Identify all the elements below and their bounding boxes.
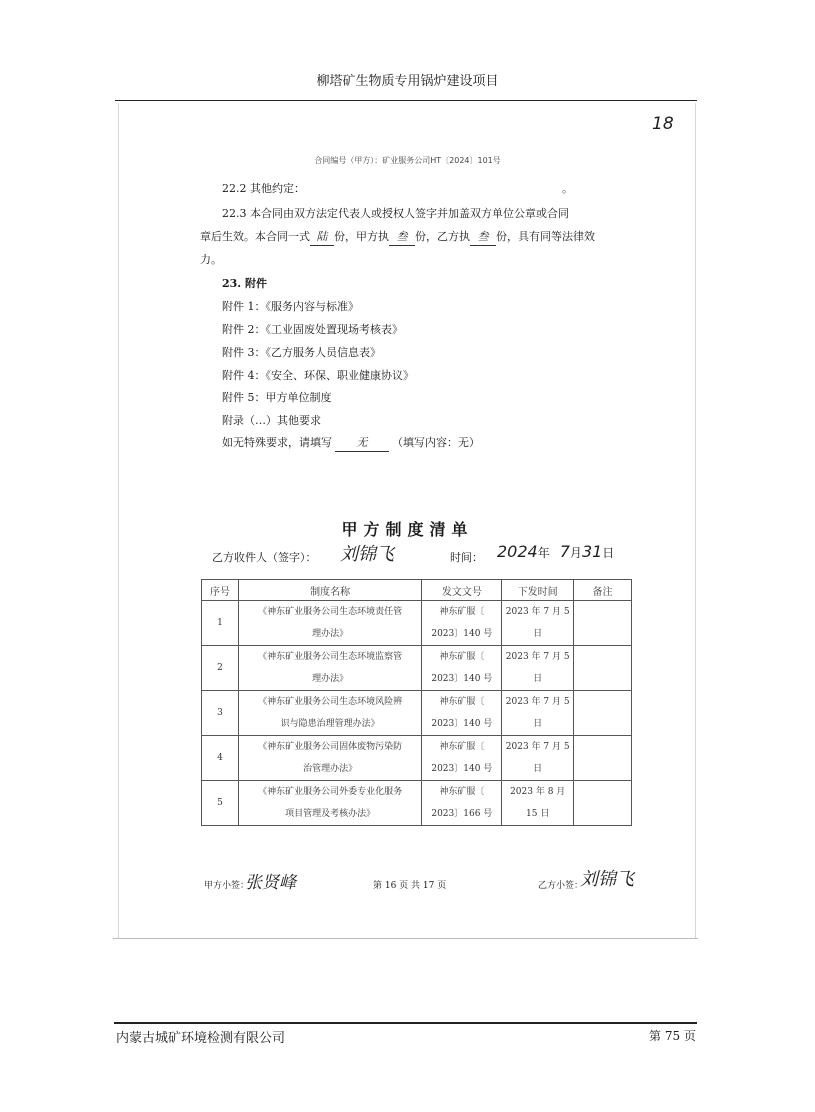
remarks	[574, 601, 632, 646]
special-text-a: 如无特殊要求，请填写	[222, 436, 332, 449]
date-line: 日	[533, 719, 543, 729]
date-line: 2023 年 7 月 5	[505, 607, 570, 617]
clause-22-3-text-b: 份，甲方执	[334, 230, 389, 243]
doc-line: 2023〕140 号	[431, 764, 493, 774]
doc-line: 2023〕140 号	[431, 674, 493, 684]
date-day: 31	[581, 542, 603, 561]
name-line: 《神东矿业服务公司生态环境监察管	[258, 652, 403, 662]
party-a-initial-label: 甲方小签：	[204, 881, 250, 891]
date-line: 日	[533, 629, 543, 639]
section-23-title: 23. 附件	[222, 277, 267, 290]
party-b-initial-label: 乙方小签：	[538, 881, 584, 891]
column-header: 备注	[574, 580, 632, 601]
contract-number: 合同编号（甲方）：矿业服务公司HT〔2024〕101号	[314, 156, 501, 165]
row-number: 3	[202, 691, 239, 736]
attachment-item: 附件 1：《服务内容与标准》	[222, 300, 359, 313]
company-name: 内蒙古城矿环境检测有限公司	[116, 1031, 286, 1046]
doc-line: 神东矿服〔	[439, 697, 485, 707]
checklist-title: 甲方制度清单	[341, 520, 474, 539]
party-b-signature: 刘锦飞	[580, 869, 634, 890]
doc-line: 2023〕140 号	[431, 629, 493, 639]
inner-page-info: 第 16 页 共 17 页	[373, 881, 447, 891]
header-divider	[115, 100, 697, 101]
row-number: 1	[202, 601, 239, 646]
attachment-item: 附件 3：《乙方服务人员信息表》	[222, 346, 381, 359]
date-month: 7	[559, 542, 570, 561]
special-text-b: （填写内容：无）	[392, 436, 480, 449]
table-row	[202, 601, 632, 646]
date-line: 2023 年 7 月 5	[505, 742, 570, 752]
doc-line: 2023〕140 号	[431, 719, 493, 729]
date-month-char: 月	[569, 546, 582, 560]
name-line: 治管理办法》	[303, 764, 358, 774]
issue-date	[502, 646, 574, 691]
time-label: 时间：	[450, 551, 483, 564]
name-line: 理办法》	[312, 674, 349, 684]
name-line: 理办法》	[312, 629, 349, 639]
document-number	[422, 646, 502, 691]
clause-22-3-text-d: 份，具有同等法律效	[496, 230, 595, 243]
issue-date	[502, 601, 574, 646]
doc-line: 神东矿服〔	[439, 607, 485, 617]
document-number	[422, 601, 502, 646]
clause-22-2	[222, 181, 305, 197]
table-row	[202, 646, 632, 691]
attachment-item: 附件 2：《工业固废处置现场考核表》	[222, 323, 403, 336]
table-row	[202, 736, 632, 781]
column-header: 发文文号	[422, 580, 502, 601]
regulation-name	[238, 646, 421, 691]
row-number: 4	[202, 736, 239, 781]
copies-party-a-fill: 叁	[389, 229, 415, 246]
regulation-name	[238, 736, 421, 781]
date-line: 2023 年 7 月 5	[505, 697, 570, 707]
special-fill: 无	[335, 435, 389, 452]
remarks	[574, 691, 632, 736]
date-line: 2023 年 8 月	[510, 787, 566, 797]
clause-22-2-text: 22.2 其他约定：	[222, 182, 305, 195]
regulation-name	[238, 691, 421, 736]
remarks	[574, 646, 632, 691]
table-header-row	[202, 580, 632, 601]
page-number: 第 75 页	[649, 1029, 696, 1043]
table-row	[202, 781, 632, 826]
name-line: 《神东矿业服务公司生态环境风险辨	[258, 697, 403, 707]
receiver-signature: 刘锦飞	[340, 544, 394, 565]
copies-party-b-fill: 叁	[470, 229, 496, 246]
regulation-name	[238, 601, 421, 646]
handwritten-page-number: 18	[652, 114, 674, 134]
regulation-table	[201, 579, 632, 826]
document-number	[422, 781, 502, 826]
issue-date	[502, 736, 574, 781]
document-number	[422, 736, 502, 781]
row-number: 5	[202, 781, 239, 826]
sign-date	[497, 544, 614, 561]
issue-date	[502, 781, 574, 826]
document-header-title: 柳塔矿生物质专用锅炉建设项目	[316, 74, 499, 89]
row-number: 2	[202, 646, 239, 691]
clause-22-3-text-c: 份，乙方执	[415, 230, 470, 243]
name-line: 《神东矿业服务公司固体废物污染防	[258, 742, 403, 752]
doc-line: 神东矿服〔	[439, 652, 485, 662]
clause-22-2-period: 。	[562, 182, 573, 195]
regulation-name	[238, 781, 421, 826]
attachment-item: 附件 4：《安全、环保、职业健康协议》	[222, 369, 414, 382]
name-line: 识与隐患治理管理办法》	[280, 719, 380, 729]
doc-line: 2023〕166 号	[431, 809, 493, 819]
footer-divider	[114, 1022, 697, 1024]
clause-22-3-line1: 22.3 本合同由双方法定代表人或授权人签字并加盖双方单位公章或合同	[222, 207, 569, 220]
date-day-char: 日	[602, 546, 615, 560]
date-line: 日	[533, 674, 543, 684]
receiver-label: 乙方收件人（签字）：	[212, 551, 317, 564]
clause-22-3-line3: 力。	[200, 253, 222, 266]
column-header: 序号	[202, 580, 239, 601]
date-year-char: 年	[537, 546, 550, 560]
name-line: 项目管理及考核办法》	[285, 809, 376, 819]
document-number	[422, 691, 502, 736]
special-requirements-line	[222, 435, 480, 452]
remarks	[574, 781, 632, 826]
party-a-signature: 张贤峰	[245, 873, 296, 893]
date-line: 15 日	[526, 809, 550, 819]
name-line: 《神东矿业服务公司外委专业化服务	[258, 787, 403, 797]
column-header: 下发时间	[502, 580, 574, 601]
copies-total-fill: 陆	[310, 229, 334, 246]
scan-bottom-edge	[113, 938, 698, 939]
issue-date	[502, 691, 574, 736]
date-line: 2023 年 7 月 5	[505, 652, 570, 662]
date-line: 日	[533, 764, 543, 774]
name-line: 《神东矿业服务公司生态环境责任管	[258, 607, 403, 617]
date-year: 2024	[497, 542, 538, 561]
table-row	[202, 691, 632, 736]
column-header: 制度名称	[238, 580, 421, 601]
clause-22-3-text-a: 章后生效。本合同一式	[200, 230, 310, 243]
doc-line: 神东矿服〔	[439, 742, 485, 752]
remarks	[574, 736, 632, 781]
clause-22-3-line2	[200, 229, 595, 246]
attachment-item: 附件 5：甲方单位制度	[222, 391, 332, 404]
attachment-item: 附录（…）其他要求	[222, 414, 321, 427]
doc-line: 神东矿服〔	[439, 787, 485, 797]
